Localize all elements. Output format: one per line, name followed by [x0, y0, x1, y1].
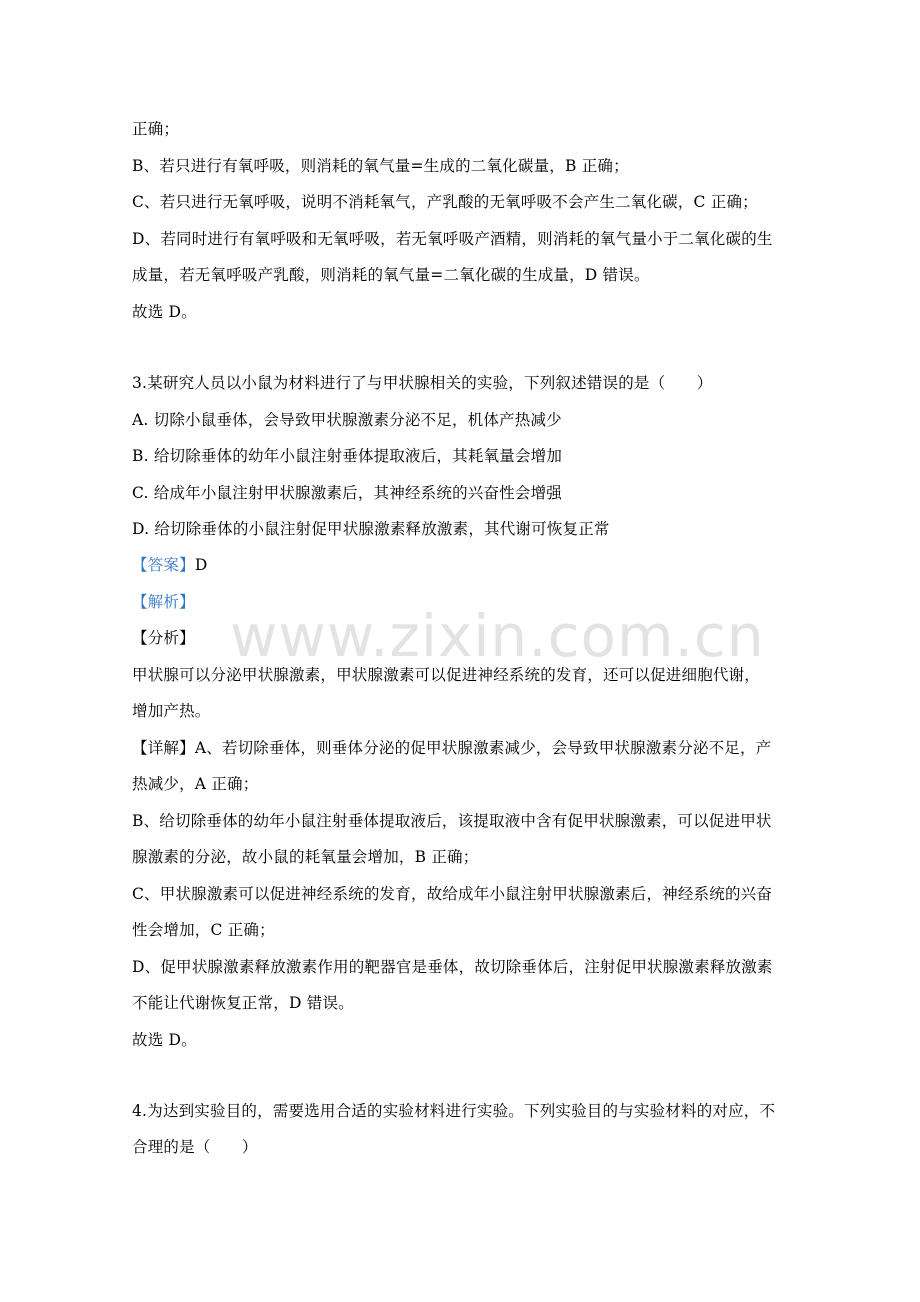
- answer-value: D: [194, 556, 208, 574]
- detail-d-line-1: D、促甲状腺激素释放激素作用的靶器官是垂体，故切除垂体后，注射促甲状腺激素释放激素: [132, 958, 773, 976]
- detail-a-line-2: 热减少，A 正确；: [132, 775, 259, 793]
- detail-a-line-1: [132, 738, 771, 758]
- watermark-text: www.zixin.com.cn: [230, 602, 765, 670]
- detail-tag: 【详解】: [132, 739, 195, 757]
- q3-answer-line: [132, 555, 207, 575]
- q4-stem-line-1: 4.为达到实验目的，需要选用合适的实验材料进行实验。下列实验目的与实验材料的对应，不: [132, 1102, 776, 1120]
- prev-answer-conclusion: 故选 D。: [132, 303, 197, 321]
- fenxi-tag: 【分析】: [132, 629, 195, 647]
- prev-answer-line-3: C、若只进行无氧呼吸，说明不消耗氧气，产乳酸的无氧呼吸不会产生二氧化碳，C 正确；: [132, 193, 758, 211]
- fenxi-line-1: 甲状腺可以分泌甲状腺激素，甲状腺激素可以促进神经系统的发育，还可以促进细胞代谢，: [132, 666, 761, 684]
- q3-conclusion: 故选 D。: [132, 1031, 197, 1049]
- analysis-tag: 【解析】: [132, 593, 195, 611]
- q3-option-d: D. 给切除垂体的小鼠注射促甲状腺激素释放激素，其代谢可恢复正常: [132, 520, 610, 538]
- detail-d-line-2: 不能让代谢恢复正常，D 错误。: [132, 994, 354, 1012]
- prev-answer-line-1: 正确；: [132, 120, 180, 138]
- detail-b-line-2: 腺激素的分泌，故小鼠的耗氧量会增加，B 正确；: [132, 848, 479, 866]
- prev-answer-line-4: D、若同时进行有氧呼吸和无氧呼吸，若无氧呼吸产酒精，则消耗的氧气量小于二氧化碳的生: [132, 230, 773, 248]
- q4-stem-line-2: 合理的是（ ）: [132, 1138, 258, 1156]
- fenxi-line-2: 增加产热。: [132, 702, 211, 720]
- detail-b-line-1: B、给切除垂体的幼年小鼠注射垂体提取液后，该提取液中含有促甲状腺激素，可以促进甲状: [132, 812, 772, 830]
- q3-option-b: B. 给切除垂体的幼年小鼠注射垂体提取液后，其耗氧量会增加: [132, 447, 563, 465]
- prev-answer-line-2: B、若只进行有氧呼吸，则消耗的氧气量=生成的二氧化碳量，B 正确；: [132, 157, 629, 175]
- detail-c-line-2: 性会增加，C 正确；: [132, 921, 275, 939]
- answer-tag: 【答案】: [132, 556, 195, 574]
- detail-a-text: A、若切除垂体，则垂体分泌的促甲状腺激素减少，会导致甲状腺激素分泌不足，产: [194, 739, 772, 757]
- q3-stem: 3.某研究人员以小鼠为材料进行了与甲状腺相关的实验，下列叙述错误的是（ ）: [132, 374, 713, 392]
- detail-c-line-1: C、甲状腺激素可以促进神经系统的发育，故给成年小鼠注射甲状腺激素后，神经系统的兴奋: [132, 885, 773, 903]
- q3-option-a: A. 切除小鼠垂体，会导致甲状腺激素分泌不足，机体产热减少: [132, 411, 562, 429]
- prev-answer-line-5: 成量，若无氧呼吸产乳酸，则消耗的氧气量=二氧化碳的生成量，D 错误。: [132, 266, 650, 284]
- q3-option-c: C. 给成年小鼠注射甲状腺激素后，其神经系统的兴奋性会增强: [132, 484, 562, 502]
